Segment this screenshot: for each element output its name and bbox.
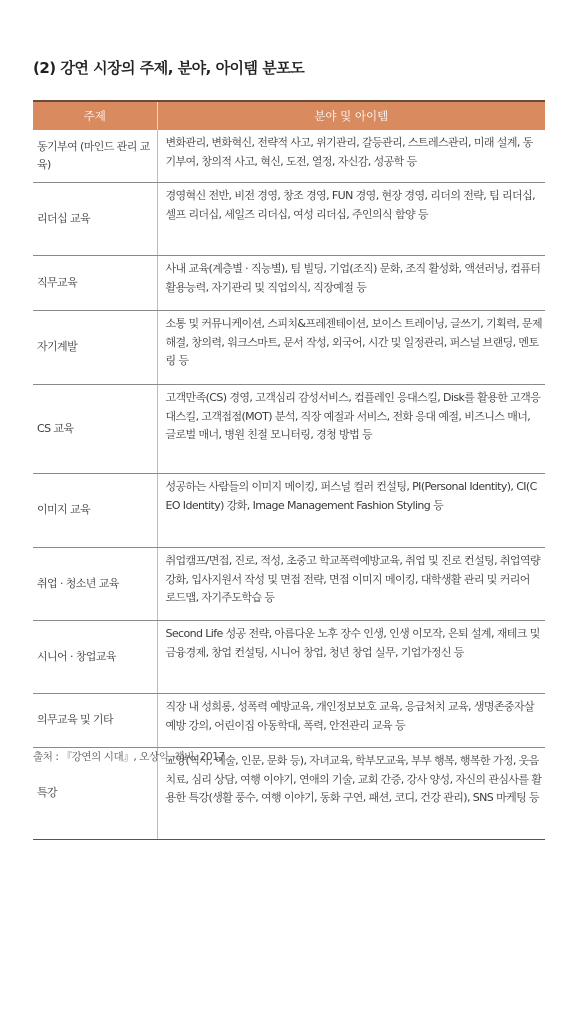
row-topic: 특강 [33, 748, 157, 840]
table-header-row [33, 101, 545, 130]
row-topic: 이미지 교육 [33, 474, 157, 548]
row-topic: 리더십 교육 [33, 183, 157, 256]
header-topic: 주제 [33, 101, 157, 130]
row-items: 변화관리, 변화혁신, 전략적 사고, 위기관리, 갈등관리, 스트레스관리, 미래 설계, 동기부여, 창의적 사고, 혁신, 도전, 열정, 자신감, 성공학 등 [157, 130, 545, 183]
row-items: 사내 교육(계층별 · 직능별), 팀 빌딩, 기업(조직) 문화, 조직 활성화, 액션러닝, 컴퓨터활용능력, 자기관리 및 직업의식, 직장예절 등 [157, 256, 545, 311]
table-row [33, 548, 545, 621]
row-topic: CS 교육 [33, 385, 157, 474]
source-citation: 출처 : 『강연의 시대』, 오상익, 책비, 2017 [33, 751, 225, 763]
table-row [33, 385, 545, 474]
table-row [33, 694, 545, 748]
row-topic: 자기계발 [33, 311, 157, 385]
table-row [33, 621, 545, 694]
row-items: 직장 내 성희롱, 성폭력 예방교육, 개인정보보호 교육, 응급처치 교육, 생명존중자살예방 강의, 어린이집 아동학대, 폭력, 안전관리 교육 등 [157, 694, 545, 748]
row-items: 경영혁신 전반, 비전 경영, 창조 경영, FUN 경영, 현장 경영, 리더의 전략, 팀 리더십, 셀프 리더십, 세일즈 리더십, 여성 리더십, 주인의식 함양 등 [157, 183, 545, 256]
table-row [33, 311, 545, 385]
row-items: 취업캠프/면접, 진로, 적성, 초중고 학교폭력예방교육, 취업 및 진로 컨설팅, 취업역량강화, 입사지원서 작성 및 면접 전략, 면접 이미지 메이킹, 대학생활 관리 및 커리어 로드맵, 자기주도학습 등 [157, 548, 545, 621]
row-topic: 직무교육 [33, 256, 157, 311]
topic-table [33, 100, 545, 840]
table-row [33, 130, 545, 183]
table-row [33, 256, 545, 311]
row-items: 소통 및 커뮤니케이션, 스피치&프레젠테이션, 보이스 트레이닝, 글쓰기, 기획력, 문제해결, 창의력, 워크스마트, 문서 작성, 외국어, 시간 및 일정관리, 퍼스널 브랜딩, 멘토링 등 [157, 311, 545, 385]
row-items: 교양(역사, 예술, 인문, 문화 등), 자녀교육, 학부모교육, 부부 행복, 행복한 가정, 웃음 치료, 심리 상담, 여행 이야기, 연애의 기술, 교회 간증, 강사 양성, 자신의 관심사를 활용한 특강(생활 풍수, 여행 이야기, 동화 구연, 패션, 코디, 건강 관리), SNS 마케팅 등 [157, 748, 545, 840]
row-items: 고객만족(CS) 경영, 고객심리 감성서비스, 컴플레인 응대스킬, Disk를 활용한 고객응대스킬, 고객접점(MOT) 분석, 직장 예절과 서비스, 전화 응대 예절, 비즈니스 매너, 글로벌 매너, 병원 친절 모니터링, 경청 방법 등 [157, 385, 545, 474]
table-row [33, 474, 545, 548]
table-row [33, 183, 545, 256]
row-topic: 의무교육 및 기타 [33, 694, 157, 748]
row-items: Second Life 성공 전략, 아름다운 노후 장수 인생, 인생 이모작, 은퇴 설계, 재테크 및 금융경제, 창업 컨설팅, 시니어 창업, 청년 창업 실무, 기업가정신 등 [157, 621, 545, 694]
section-title: (2) 강연 시장의 주제, 분야, 아이템 분포도 [33, 59, 305, 77]
row-items: 성공하는 사람들의 이미지 메이킹, 퍼스널 컬러 컨설팅, PI(Personal Identity), CI(CEO Identity) 강화, Image Management Fashion Styling 등 [157, 474, 545, 548]
row-topic: 취업 · 청소년 교육 [33, 548, 157, 621]
row-topic: 동기부여 (마인드 관리 교육) [33, 130, 157, 183]
row-topic: 시니어 · 창업교육 [33, 621, 157, 694]
header-items: 분야 및 아이템 [157, 101, 545, 130]
